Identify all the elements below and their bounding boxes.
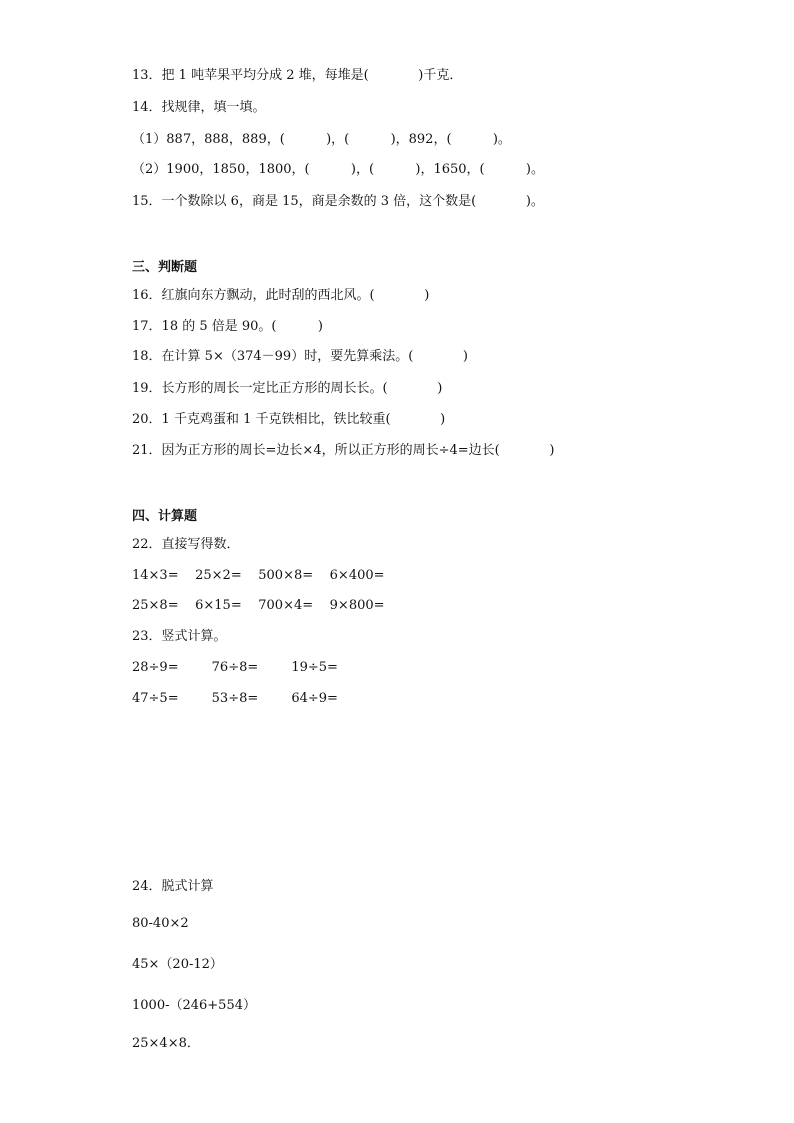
question-24-expression-4: 25×4×8． (132, 1036, 200, 1051)
question-22-row-1: 14×3= 25×2= 500×8= 6×400= (132, 568, 385, 583)
question-16: 16．红旗向东方飘动，此时刮的西北风。( ) (132, 288, 430, 303)
question-23: 23．竖式计算。 (132, 629, 227, 644)
question-22: 22．直接写得数． (132, 537, 240, 552)
question-21: 21．因为正方形的周长=边长×4，所以正方形的周长÷4=边长( ) (132, 443, 555, 458)
section-heading-judge: 三、判断题 (132, 260, 198, 275)
question-24-expression-3: 1000-（246+554） (132, 998, 256, 1013)
question-24-expression-2: 45×（20-12） (132, 957, 223, 972)
question-14-part-2: （2）1900，1850，1800，( )，( )，1650，( )。 (132, 162, 545, 177)
question-13: 13．把 1 吨苹果平均分成 2 堆，每堆是( )千克． (132, 68, 463, 83)
question-20: 20．1 千克鸡蛋和 1 千克铁相比，铁比较重( ) (132, 412, 446, 427)
question-24-expression-1: 80-40×2 (132, 916, 189, 931)
question-14-part-1: （1）887，888，889，( )，( )，892，( )。 (132, 132, 511, 147)
question-18: 18．在计算 5×（374－99）时，要先算乘法。( ) (132, 349, 468, 364)
question-23-row-2: 47÷5= 53÷8= 64÷9= (132, 691, 338, 706)
question-24: 24．脱式计算 (132, 879, 214, 894)
question-14: 14．找规律，填一填。 (132, 100, 266, 115)
section-heading-calc: 四、计算题 (132, 509, 198, 524)
question-17: 17．18 的 5 倍是 90。( ) (132, 319, 323, 334)
question-15: 15．一个数除以 6，商是 15，商是余数的 3 倍，这个数是( )。 (132, 194, 544, 209)
question-19: 19．长方形的周长一定比正方形的周长长。( ) (132, 381, 443, 396)
question-23-row-1: 28÷9= 76÷8= 19÷5= (132, 660, 338, 675)
question-22-row-2: 25×8= 6×15= 700×4= 9×800= (132, 598, 385, 613)
